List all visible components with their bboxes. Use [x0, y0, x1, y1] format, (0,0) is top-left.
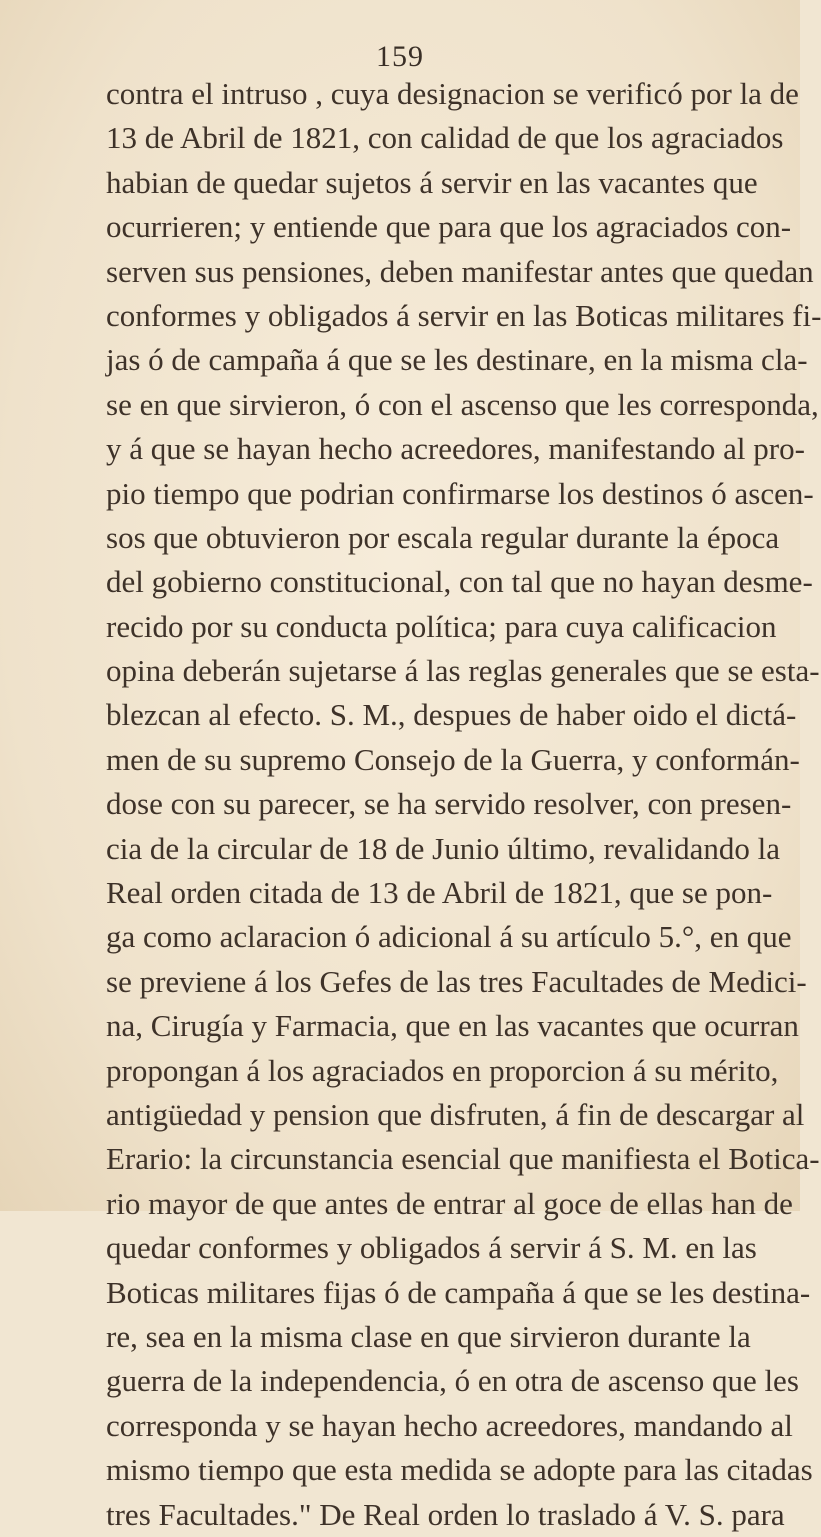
text-line: se previene á los Gefes de las tres Facultades de Medici- — [106, 963, 807, 999]
text-line: guerra de la independencia, ó en otra de ascenso que les — [106, 1363, 799, 1399]
text-line: dose con su parecer, se ha servido resolver, con presen- — [106, 786, 792, 822]
text-line: 13 de Abril de 1821, con calidad de que los agraciados — [106, 120, 784, 156]
text-line: opina deberán sujetarse á las reglas generales que se esta- — [106, 653, 820, 689]
text-line: Boticas militares fijas ó de campaña á que se les destina- — [106, 1274, 811, 1310]
text-line: recido por su conducta política; para cuya calificacion — [106, 608, 777, 644]
text-line: men de su supremo Consejo de la Guerra, y conformán- — [106, 741, 800, 777]
text-line: mismo tiempo que esta medida se adopte para las citadas — [106, 1452, 813, 1488]
text-line: jas ó de campaña á que se les destinare, en la misma cla- — [106, 342, 808, 378]
text-line: Real orden citada de 13 de Abril de 1821, que se pon- — [106, 875, 773, 911]
text-line: serven sus pensiones, deben manifestar antes que quedan — [106, 253, 814, 289]
text-line: ga como aclaracion ó adicional á su artículo 5.°, en que — [106, 919, 792, 955]
text-line: pio tiempo que podrian confirmarse los destinos ó ascen- — [106, 475, 814, 511]
text-line: conformes y obligados á servir en las Boticas militares fi- — [106, 297, 821, 333]
body-text — [106, 72, 821, 1537]
text-line: contra el intruso , cuya designacion se verificó por la de — [106, 76, 799, 111]
text-line: antigüedad y pension que disfruten, á fin de descargar al — [106, 1096, 805, 1132]
text-line: habian de quedar sujetos á servir en las vacantes que — [106, 164, 758, 200]
text-line: se en que sirvieron, ó con el ascenso que les corresponda, — [106, 386, 819, 422]
text-line: y á que se hayan hecho acreedores, manifestando al pro- — [106, 431, 805, 467]
text-line: cia de la circular de 18 de Junio último, revalidando la — [106, 830, 781, 866]
text-line: quedar conformes y obligados á servir á S. M. en las — [106, 1230, 757, 1266]
text-line: Erario: la circunstancia esencial que manifiesta el Botica- — [106, 1141, 820, 1177]
text-line: re, sea en la misma clase en que sirvieron durante la — [106, 1318, 751, 1354]
text-line: blezcan al efecto. S. M., despues de haber oido el dictá- — [106, 697, 797, 733]
text-line: ocurrieren; y entiende que para que los agraciados con- — [106, 209, 792, 245]
text-line: rio mayor de que antes de entrar al goce de ellas han de — [106, 1185, 793, 1221]
text-line: corresponda y se hayan hecho acreedores, mandando al — [106, 1407, 793, 1443]
text-line: tres Facultades." De Real orden lo traslado á V. S. para — [106, 1496, 785, 1532]
text-line: propongan á los agraciados en proporcion á su mérito, — [106, 1052, 779, 1088]
text-line: del gobierno constitucional, con tal que no hayan desme- — [106, 564, 813, 600]
text-line: sos que obtuvieron por escala regular durante la época — [106, 519, 780, 555]
page-number: 159 — [376, 40, 424, 73]
text-line: na, Cirugía y Farmacia, que en las vacantes que ocurran — [106, 1008, 799, 1044]
